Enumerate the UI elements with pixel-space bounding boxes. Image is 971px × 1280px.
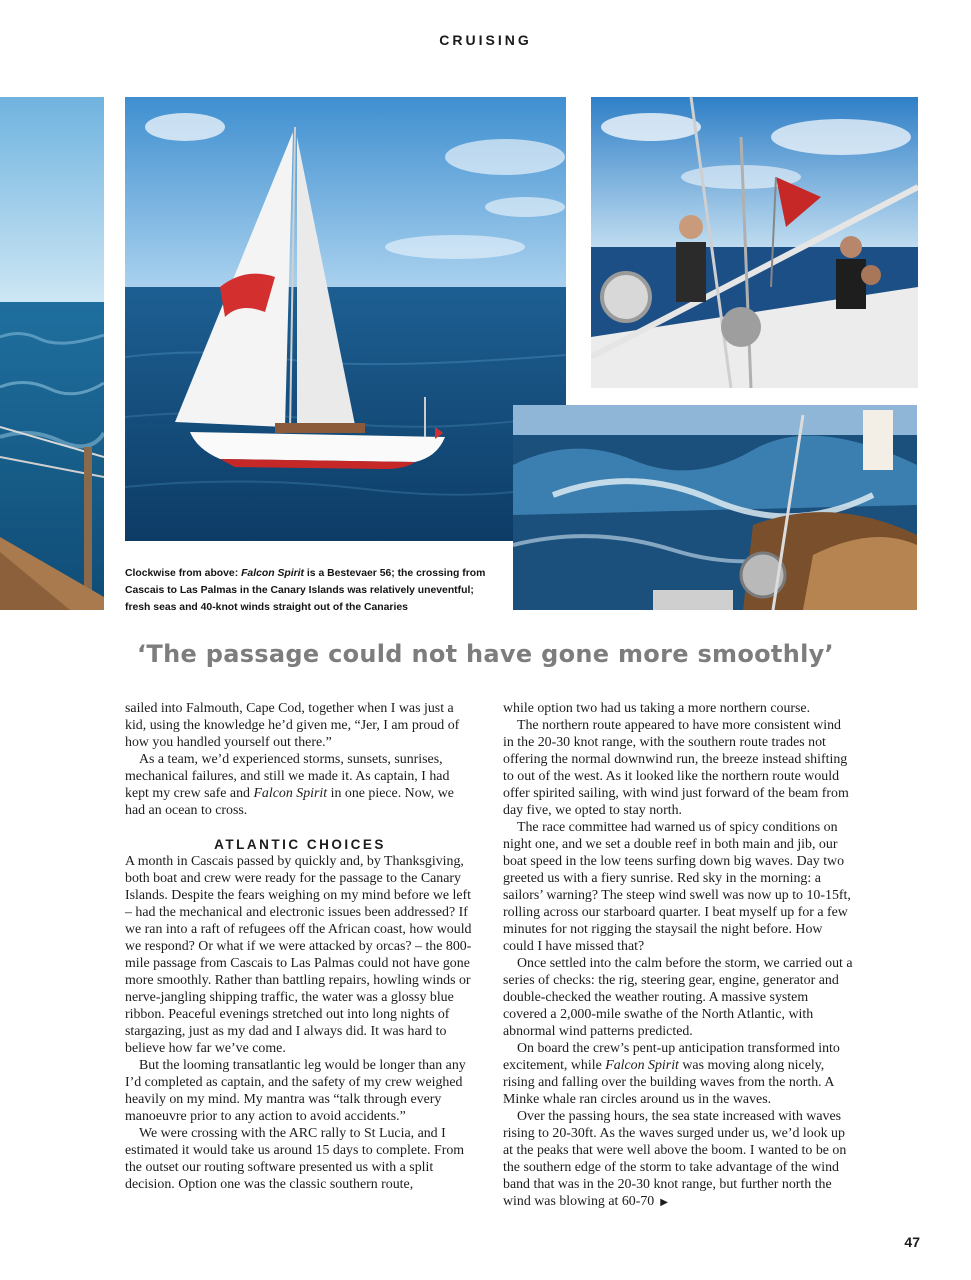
page-number: 47 [904, 1234, 920, 1250]
subheading: ATLANTIC CHOICES [214, 837, 386, 852]
paragraph: But the looming transatlantic leg would be longer than any I’d completed as captain, and the safety of my crew weighed heavily on my mind. My mantra was “talk through every manoeuvre prior to any action to avoid accidents.” [125, 1058, 466, 1124]
continue-arrow-icon: ▶ [660, 1197, 668, 1208]
photo-sailboat [125, 97, 566, 541]
paragraph: sailed into Falmouth, Cape Cod, together when I was just a kid, using the knowledge he’d given me, “Jer, I am proud of how you handled yourself out there.” [125, 701, 460, 750]
photo-caption: Clockwise from above: Falcon Spirit is a Bestevaer 56; the crossing from Cascais to Las Palmas in the Canary Islands was relatively uneventful; fresh seas and 40-knot winds straight out of the Canaries [125, 568, 486, 613]
article-column-left [125, 700, 475, 1193]
paragraph: The race committee had warned us of spicy conditions on night one, and we set a double reef in both main and jib, our boat speed in the low teens surfing down big waves. Day two greeted us with a fiery sunrise. Red sky in the morning: a sailors’ warning? The steep wind swell was now up to 10-15ft, rolling across our starboard quarter. I beat myself up for a few minutes for not rigging the staysail the night before. How could I have missed that? [503, 820, 851, 954]
paragraph: while option two had us taking a more northern course. [503, 701, 811, 716]
paragraph: The northern route appeared to have more consistent wind in the 20-30 knot range, with the southern route trades not offering the normal downwind run, the breeze instead shifting to out of the west. As it looked like the northern route would offer spirited sailing, with wind just forward of the beam from day five, we opted to stay north. [503, 718, 849, 818]
paragraph: As a team, we’d experienced storms, sunsets, sunrises, mechanical failures, and still we made it. As captain, I had kept my crew safe and Falcon Spirit in one piece. Now, we had an ocean to cross. [125, 752, 454, 818]
photo-waves-deck [513, 405, 917, 610]
photo-deck-sea [0, 97, 104, 610]
paragraph: Once settled into the calm before the storm, we carried out a series of checks: the rig, steering gear, engine, generator and double-checked the weather routing. A massive system covered a 2,000-mile swathe of the North Atlantic, with abnormal wind patterns predicted. [503, 956, 853, 1039]
paragraph: Over the passing hours, the sea state increased with waves rising to 20-30ft. As the waves surged under us, we’d look up at the peaks that were well above the boom. I wanted to be on the southern edge of the storm to take advantage of the wind band that was in the 20-30 knot range, but further north the wind was blowing at 60-70 ▶ [503, 1109, 847, 1209]
paragraph: A month in Cascais passed by quickly and, by Thanksgiving, both boat and crew were ready for the passage to the Canary Islands. Despite the fears weighing on my mind before we left – had the mechanical and electronic issues been addressed? If we ran into a raft of refugees off the African coast, how would we respond? Or what if we were attacked by orcas? – the 800-mile passage from Cascais to Las Palmas could not have gone more smoothly. Rather than battling repairs, howling winds or nerve-jangling shipping traffic, the water was a glossy blue ribbon. Peaceful evenings stretched out into long nights of stargazing, just as my dad and I always did. It was hard to believe how far we’ve come. [125, 854, 472, 1056]
paragraph: We were crossing with the ARC rally to St Lucia, and I estimated it would take us around 15 days to complete. From the outset our routing software presented us with a split decision. Option one was the classic southern route, [125, 1126, 465, 1192]
section-label: CRUISING [439, 32, 532, 48]
paragraph: On board the crew’s pent-up anticipation transformed into excitement, while Falcon Spirit was moving along nicely, rising and falling over the building waves from the north. A Minke whale ran circles around us in the waves. [503, 1041, 840, 1107]
pull-quote: ‘The passage could not have gone more smoothly’ [137, 640, 834, 668]
article-column-right [503, 700, 855, 1211]
photo-crew-helm [591, 97, 918, 388]
